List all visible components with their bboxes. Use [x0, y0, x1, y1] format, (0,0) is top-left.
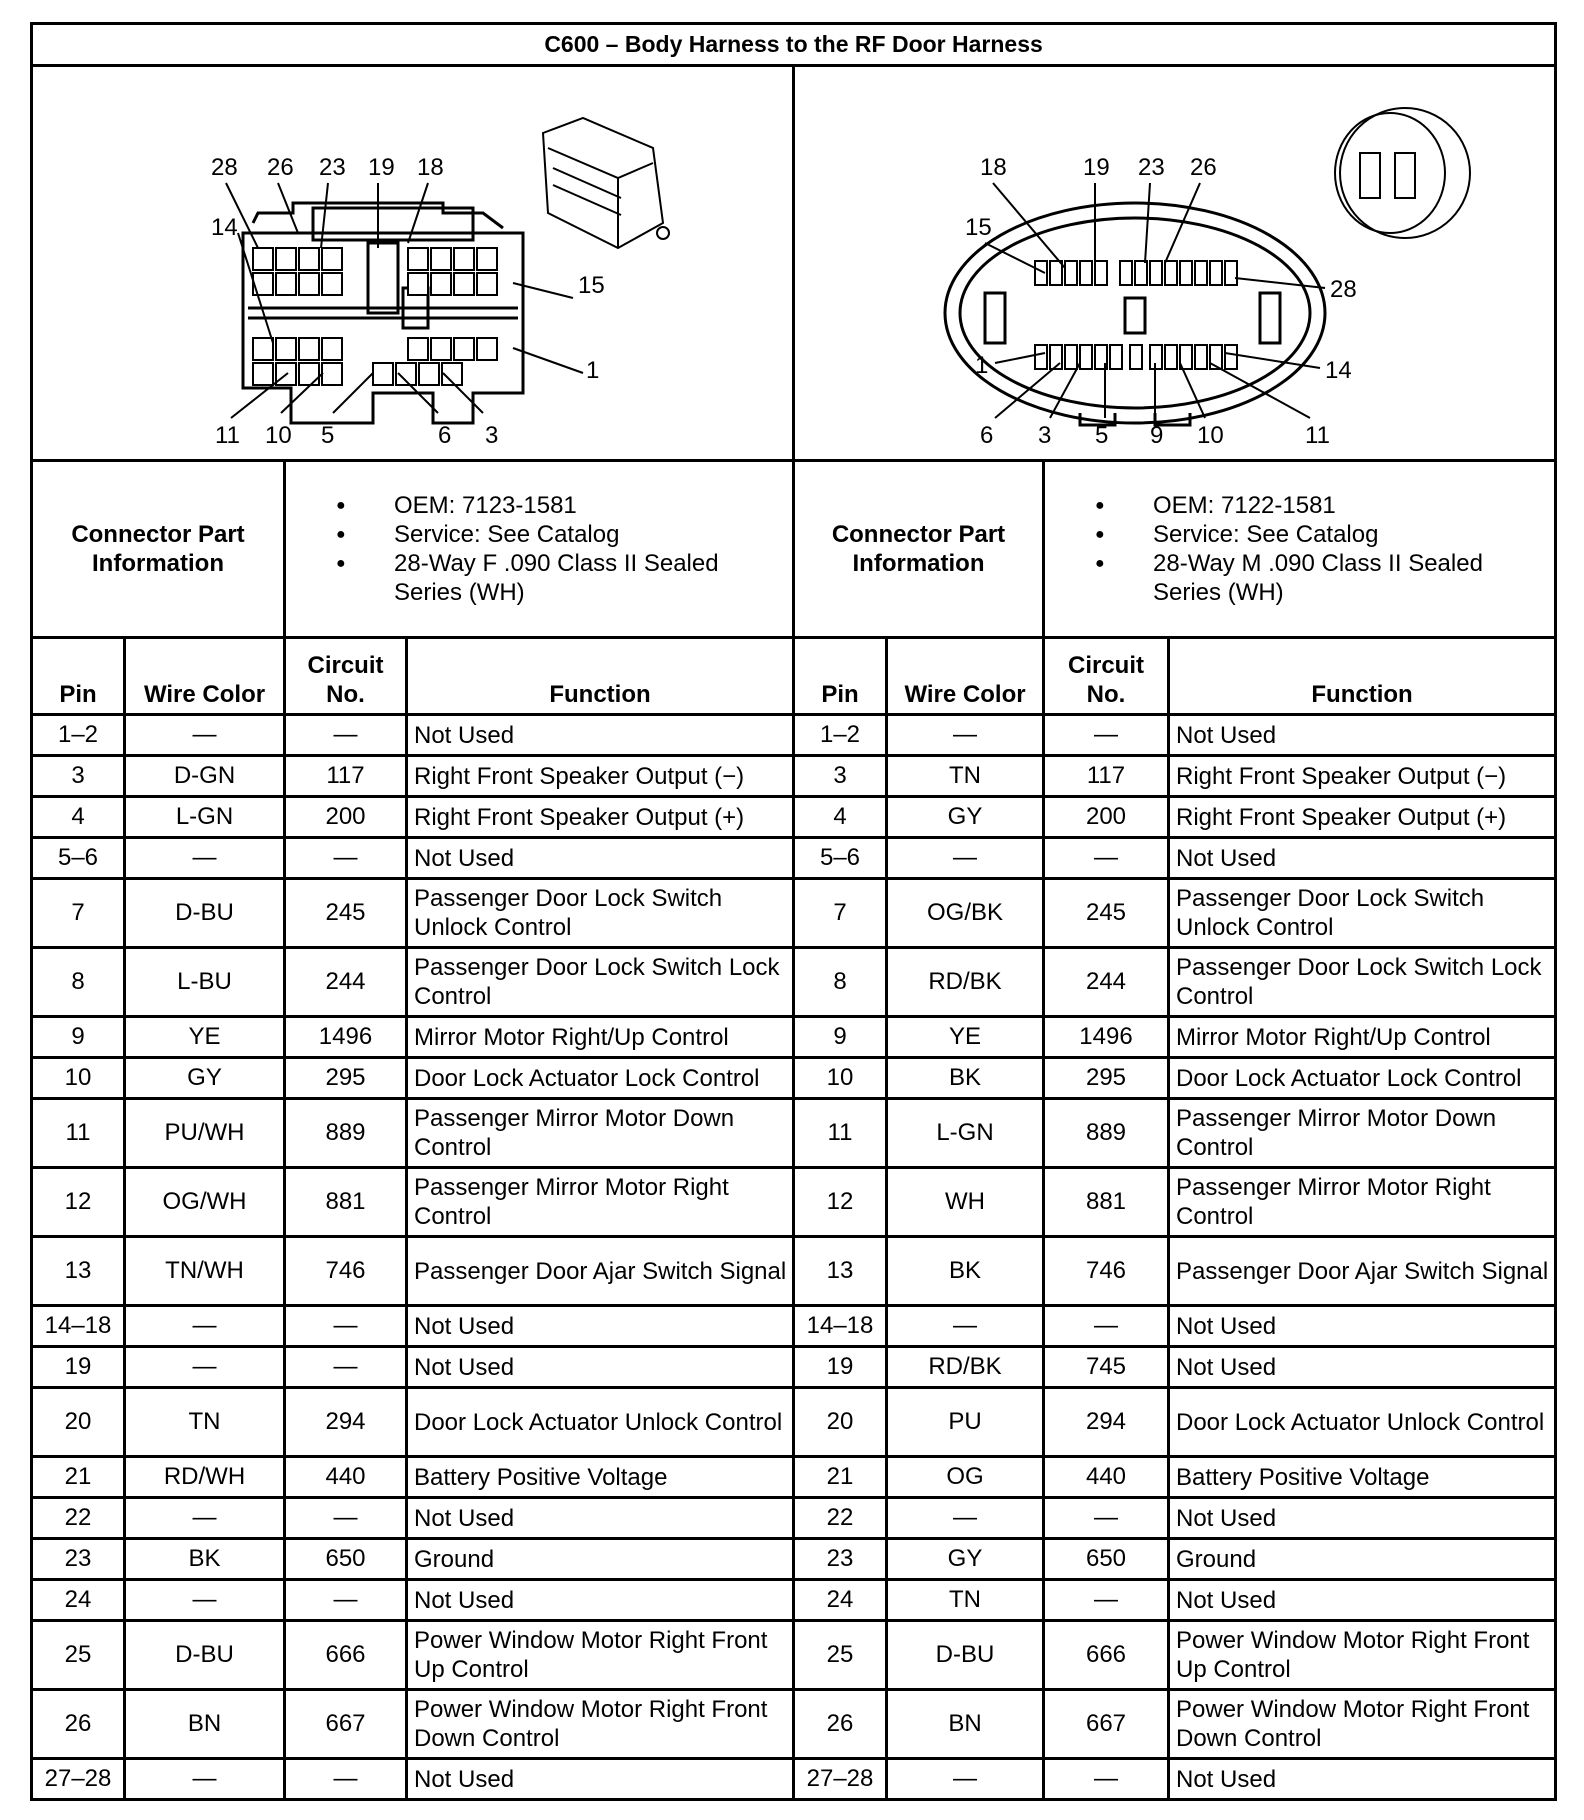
wire-color-cell: D-BU — [125, 1621, 285, 1690]
circuit-cell: 881 — [1044, 1168, 1169, 1237]
wire-color-cell: — — [125, 1498, 285, 1539]
circuit-cell: — — [285, 1306, 407, 1347]
function-cell: Right Front Speaker Output (+) — [1169, 797, 1556, 838]
function-cell: Not Used — [1169, 1580, 1556, 1621]
wire-color-cell: TN — [125, 1388, 285, 1457]
connector-info-item: ● 28-Way F .090 Class II Sealed Series (WH) — [336, 549, 792, 607]
right-diagram-label-side: 14 — [1324, 357, 1352, 384]
left-diagram-label-side: 1 — [585, 357, 599, 384]
wire-color-cell: L-BU — [125, 948, 285, 1017]
pin-cell: 21 — [794, 1457, 887, 1498]
header-wire-color: Wire Color — [887, 638, 1044, 715]
function-cell: Right Front Speaker Output (−) — [1169, 756, 1556, 797]
header-wire-color: Wire Color — [125, 638, 285, 715]
function-cell: Not Used — [1169, 1498, 1556, 1539]
pin-cell: 5–6 — [794, 838, 887, 879]
circuit-cell: — — [285, 1498, 407, 1539]
male-connector-diagram — [805, 73, 1545, 453]
right-diagram-label-bottom: 3 — [1037, 422, 1051, 449]
circuit-cell: 244 — [285, 948, 407, 1017]
circuit-cell: 667 — [285, 1690, 407, 1759]
pin-cell: 5–6 — [32, 838, 125, 879]
wire-color-cell: — — [125, 1759, 285, 1800]
function-cell: Mirror Motor Right/Up Control — [407, 1017, 794, 1058]
wire-color-cell: — — [887, 1306, 1044, 1347]
header-pin: Pin — [32, 638, 125, 715]
function-cell: Not Used — [1169, 838, 1556, 879]
circuit-cell: — — [1044, 1759, 1169, 1800]
circuit-cell: 745 — [1044, 1347, 1169, 1388]
wire-color-cell: — — [125, 1306, 285, 1347]
wire-color-cell: — — [887, 715, 1044, 756]
function-cell: Not Used — [407, 1347, 794, 1388]
pin-cell: 11 — [32, 1099, 125, 1168]
pin-cell: 9 — [794, 1017, 887, 1058]
function-cell: Not Used — [407, 715, 794, 756]
connector-info-label-line: Connector Part — [71, 521, 245, 548]
right-diagram-label-bottom: 10 — [1196, 422, 1224, 449]
wire-color-cell: L-GN — [887, 1099, 1044, 1168]
table-row — [32, 1759, 1556, 1800]
wire-color-cell: OG/WH — [125, 1168, 285, 1237]
right-diagram-label-bottom: 11 — [1304, 422, 1330, 449]
wire-color-cell: YE — [887, 1017, 1044, 1058]
table-row — [32, 838, 1556, 879]
function-cell: Passenger Door Lock Switch Lock Control — [407, 948, 794, 1017]
pin-cell: 1–2 — [794, 715, 887, 756]
wire-color-cell: OG — [887, 1457, 1044, 1498]
function-cell: Not Used — [407, 838, 794, 879]
function-cell: Right Front Speaker Output (+) — [407, 797, 794, 838]
pin-cell: 27–28 — [32, 1759, 125, 1800]
left-diagram-label-top: 28 — [210, 154, 238, 181]
circuit-cell: — — [1044, 1306, 1169, 1347]
left-diagram-label-bottom: 3 — [484, 422, 498, 449]
connector-info-item: ● Service: See Catalog — [1095, 520, 1554, 549]
female-connector-diagram — [43, 73, 783, 453]
function-cell: Passenger Door Ajar Switch Signal — [1169, 1237, 1556, 1306]
pin-cell: 25 — [794, 1621, 887, 1690]
wire-color-cell: L-GN — [125, 797, 285, 838]
connector-info-label-line: Information — [92, 550, 224, 577]
pin-cell: 10 — [794, 1058, 887, 1099]
table-row — [32, 715, 1556, 756]
wire-color-cell: BK — [887, 1058, 1044, 1099]
male-connector-diagram-cell — [794, 66, 1556, 461]
function-cell: Not Used — [407, 1306, 794, 1347]
circuit-cell: 889 — [285, 1099, 407, 1168]
function-cell: Power Window Motor Right Front Up Control — [1169, 1621, 1556, 1690]
circuit-cell: — — [1044, 1498, 1169, 1539]
right-diagram-label-top: 19 — [1082, 154, 1110, 181]
function-cell: Power Window Motor Right Front Down Control — [407, 1690, 794, 1759]
header-circuit-line: No. — [1086, 681, 1126, 708]
table-row — [32, 1457, 1556, 1498]
header-function: Function — [407, 638, 794, 715]
left-diagram-label-side: 15 — [577, 272, 605, 299]
function-cell: Passenger Mirror Motor Down Control — [1169, 1099, 1556, 1168]
table-row — [32, 797, 1556, 838]
wire-color-cell: BK — [125, 1539, 285, 1580]
pin-cell: 20 — [794, 1388, 887, 1457]
connector-info-label-right — [794, 461, 1044, 638]
pin-cell: 12 — [32, 1168, 125, 1237]
pin-cell: 22 — [32, 1498, 125, 1539]
pin-cell: 3 — [794, 756, 887, 797]
circuit-cell: 244 — [1044, 948, 1169, 1017]
function-cell: Ground — [1169, 1539, 1556, 1580]
connector-info-right — [1044, 461, 1556, 638]
circuit-cell: — — [1044, 715, 1169, 756]
connector-info-item: ● Service: See Catalog — [336, 520, 792, 549]
circuit-cell: 666 — [285, 1621, 407, 1690]
wire-color-cell: TN/WH — [125, 1237, 285, 1306]
circuit-cell: — — [1044, 838, 1169, 879]
circuit-cell: 294 — [1044, 1388, 1169, 1457]
right-diagram-label-bottom: 6 — [979, 422, 993, 449]
function-cell: Not Used — [1169, 1347, 1556, 1388]
table-row — [32, 1498, 1556, 1539]
pin-cell: 19 — [32, 1347, 125, 1388]
pin-cell: 26 — [794, 1690, 887, 1759]
header-pin: Pin — [794, 638, 887, 715]
circuit-cell: 440 — [1044, 1457, 1169, 1498]
function-cell: Right Front Speaker Output (−) — [407, 756, 794, 797]
circuit-cell: — — [285, 838, 407, 879]
circuit-cell: 881 — [285, 1168, 407, 1237]
connector-info-left — [285, 461, 794, 638]
pin-cell: 10 — [32, 1058, 125, 1099]
pin-cell: 20 — [32, 1388, 125, 1457]
right-diagram-label-bottom: 5 — [1094, 422, 1108, 449]
function-cell: Not Used — [407, 1498, 794, 1539]
wire-color-cell: TN — [887, 1580, 1044, 1621]
table-row — [32, 1099, 1556, 1168]
connector-info-label-line: Connector Part — [831, 521, 1006, 548]
table-row — [32, 1168, 1556, 1237]
function-cell: Power Window Motor Right Front Down Control — [1169, 1690, 1556, 1759]
pin-cell: 8 — [794, 948, 887, 1017]
pin-cell: 9 — [32, 1017, 125, 1058]
wire-color-cell: — — [887, 1759, 1044, 1800]
right-diagram-label-top: 26 — [1189, 154, 1217, 181]
function-cell: Passenger Mirror Motor Right Control — [1169, 1168, 1556, 1237]
function-cell: Door Lock Actuator Unlock Control — [407, 1388, 794, 1457]
wire-color-cell: — — [125, 1347, 285, 1388]
header-function: Function — [1169, 638, 1556, 715]
wire-color-cell: TN — [887, 756, 1044, 797]
right-diagram-label-top: 23 — [1137, 154, 1165, 181]
pin-cell: 14–18 — [32, 1306, 125, 1347]
wire-color-cell: RD/WH — [125, 1457, 285, 1498]
connector-info-item: ● OEM: 7123-1581 — [336, 491, 792, 520]
function-cell: Passenger Door Lock Switch Unlock Control — [1169, 879, 1556, 948]
function-cell: Mirror Motor Right/Up Control — [1169, 1017, 1556, 1058]
wire-color-cell: — — [887, 1498, 1044, 1539]
function-cell: Not Used — [1169, 1306, 1556, 1347]
pin-cell: 12 — [794, 1168, 887, 1237]
circuit-cell: 200 — [1044, 797, 1169, 838]
wire-color-cell: D-BU — [887, 1621, 1044, 1690]
pin-cell: 7 — [794, 879, 887, 948]
wire-color-cell: RD/BK — [887, 948, 1044, 1017]
pin-cell: 11 — [794, 1099, 887, 1168]
circuit-cell: — — [1044, 1580, 1169, 1621]
pin-cell: 13 — [32, 1237, 125, 1306]
left-diagram-label-top: 23 — [318, 154, 346, 181]
connector-info-label-line: Information — [852, 550, 985, 577]
left-diagram-label-top: 19 — [367, 154, 395, 181]
function-cell: Passenger Mirror Motor Right Control — [407, 1168, 794, 1237]
function-cell: Power Window Motor Right Front Up Control — [407, 1621, 794, 1690]
function-cell: Battery Positive Voltage — [1169, 1457, 1556, 1498]
left-diagram-label-top: 18 — [416, 154, 444, 181]
wire-color-cell: YE — [125, 1017, 285, 1058]
left-diagram-label-bottom: 11 — [214, 422, 240, 449]
table-row — [32, 948, 1556, 1017]
circuit-cell: 650 — [1044, 1539, 1169, 1580]
left-diagram-label-side: 14 — [210, 214, 238, 241]
pin-cell: 23 — [32, 1539, 125, 1580]
pin-cell: 4 — [32, 797, 125, 838]
pin-cell: 24 — [794, 1580, 887, 1621]
wire-color-cell: — — [125, 1580, 285, 1621]
circuit-cell: 440 — [285, 1457, 407, 1498]
wire-color-cell: — — [887, 838, 1044, 879]
function-cell: Ground — [407, 1539, 794, 1580]
table-row — [32, 1690, 1556, 1759]
wire-color-cell: WH — [887, 1168, 1044, 1237]
left-diagram-label-bottom: 5 — [320, 422, 334, 449]
right-diagram-label-bottom: 9 — [1149, 422, 1163, 449]
circuit-cell: — — [285, 1580, 407, 1621]
connector-document — [30, 22, 1554, 1801]
pin-cell: 7 — [32, 879, 125, 948]
wire-color-cell: GY — [125, 1058, 285, 1099]
table-title: C600 – Body Harness to the RF Door Harness — [32, 24, 1556, 66]
wire-color-cell: GY — [887, 1539, 1044, 1580]
function-cell: Not Used — [407, 1580, 794, 1621]
pin-cell: 4 — [794, 797, 887, 838]
function-cell: Passenger Door Ajar Switch Signal — [407, 1237, 794, 1306]
pin-cell: 23 — [794, 1539, 887, 1580]
function-cell: Door Lock Actuator Unlock Control — [1169, 1388, 1556, 1457]
function-cell: Door Lock Actuator Lock Control — [407, 1058, 794, 1099]
wire-color-cell: — — [125, 715, 285, 756]
table-row — [32, 756, 1556, 797]
table-row — [32, 1621, 1556, 1690]
circuit-cell: 294 — [285, 1388, 407, 1457]
pin-cell: 8 — [32, 948, 125, 1017]
pin-cell: 26 — [32, 1690, 125, 1759]
function-cell: Not Used — [407, 1759, 794, 1800]
function-cell: Passenger Door Lock Switch Unlock Control — [407, 879, 794, 948]
table-row — [32, 879, 1556, 948]
pin-cell: 13 — [794, 1237, 887, 1306]
wire-color-cell: GY — [887, 797, 1044, 838]
circuit-cell: 295 — [285, 1058, 407, 1099]
circuit-cell: 295 — [1044, 1058, 1169, 1099]
pin-cell: 25 — [32, 1621, 125, 1690]
function-cell: Battery Positive Voltage — [407, 1457, 794, 1498]
circuit-cell: 200 — [285, 797, 407, 838]
circuit-cell: 1496 — [1044, 1017, 1169, 1058]
pin-cell: 19 — [794, 1347, 887, 1388]
header-circuit-line: Circuit — [1067, 652, 1144, 679]
table-row — [32, 1580, 1556, 1621]
female-connector-diagram-cell — [32, 66, 794, 461]
pin-cell: 27–28 — [794, 1759, 887, 1800]
wire-color-cell: OG/BK — [887, 879, 1044, 948]
circuit-cell: 666 — [1044, 1621, 1169, 1690]
circuit-cell: — — [285, 715, 407, 756]
right-diagram-label-side: 15 — [964, 214, 992, 241]
wire-color-cell: D-GN — [125, 756, 285, 797]
right-diagram-label-side: 28 — [1329, 276, 1357, 303]
left-diagram-label-top: 26 — [266, 154, 294, 181]
function-cell: Passenger Mirror Motor Down Control — [407, 1099, 794, 1168]
connector-table — [30, 22, 1557, 1801]
pin-cell: 1–2 — [32, 715, 125, 756]
function-cell: Door Lock Actuator Lock Control — [1169, 1058, 1556, 1099]
table-row — [32, 1306, 1556, 1347]
header-circuit-line: Circuit — [307, 652, 384, 679]
wire-color-cell: BN — [125, 1690, 285, 1759]
pin-cell: 3 — [32, 756, 125, 797]
circuit-cell: — — [285, 1759, 407, 1800]
table-row — [32, 1017, 1556, 1058]
connector-info-item: ● 28-Way M .090 Class II Sealed Series (WH) — [1095, 549, 1554, 607]
function-cell: Passenger Door Lock Switch Lock Control — [1169, 948, 1556, 1017]
header-circuit-line: No. — [326, 681, 365, 708]
right-diagram-label-top: 18 — [979, 154, 1007, 181]
table-row — [32, 1237, 1556, 1306]
wire-color-cell: PU/WH — [125, 1099, 285, 1168]
table-row — [32, 1058, 1556, 1099]
wire-color-cell: BN — [887, 1690, 1044, 1759]
circuit-cell: 746 — [285, 1237, 407, 1306]
left-diagram-label-bottom: 6 — [437, 422, 451, 449]
column-header-row — [32, 638, 1556, 715]
connector-info-item: ● OEM: 7122-1581 — [1095, 491, 1554, 520]
circuit-cell: 245 — [1044, 879, 1169, 948]
pin-cell: 21 — [32, 1457, 125, 1498]
pin-cell: 22 — [794, 1498, 887, 1539]
circuit-cell: 1496 — [285, 1017, 407, 1058]
table-row — [32, 1539, 1556, 1580]
circuit-cell: 650 — [285, 1539, 407, 1580]
pin-cell: 24 — [32, 1580, 125, 1621]
wire-color-cell: RD/BK — [887, 1347, 1044, 1388]
pin-cell: 14–18 — [794, 1306, 887, 1347]
circuit-cell: 667 — [1044, 1690, 1169, 1759]
left-diagram-label-bottom: 10 — [264, 422, 292, 449]
right-diagram-label-side: 1 — [974, 352, 988, 379]
header-circuit — [1044, 638, 1169, 715]
circuit-cell: 117 — [1044, 756, 1169, 797]
circuit-cell: — — [285, 1347, 407, 1388]
wire-color-cell: D-BU — [125, 879, 285, 948]
function-cell: Not Used — [1169, 715, 1556, 756]
connector-info-label-left — [32, 461, 285, 638]
circuit-cell: 746 — [1044, 1237, 1169, 1306]
circuit-cell: 889 — [1044, 1099, 1169, 1168]
function-cell: Not Used — [1169, 1759, 1556, 1800]
wire-color-cell: BK — [887, 1237, 1044, 1306]
circuit-cell: 245 — [285, 879, 407, 948]
header-circuit — [285, 638, 407, 715]
table-row — [32, 1388, 1556, 1457]
wire-color-cell: PU — [887, 1388, 1044, 1457]
table-row — [32, 1347, 1556, 1388]
wire-color-cell: — — [125, 838, 285, 879]
circuit-cell: 117 — [285, 756, 407, 797]
